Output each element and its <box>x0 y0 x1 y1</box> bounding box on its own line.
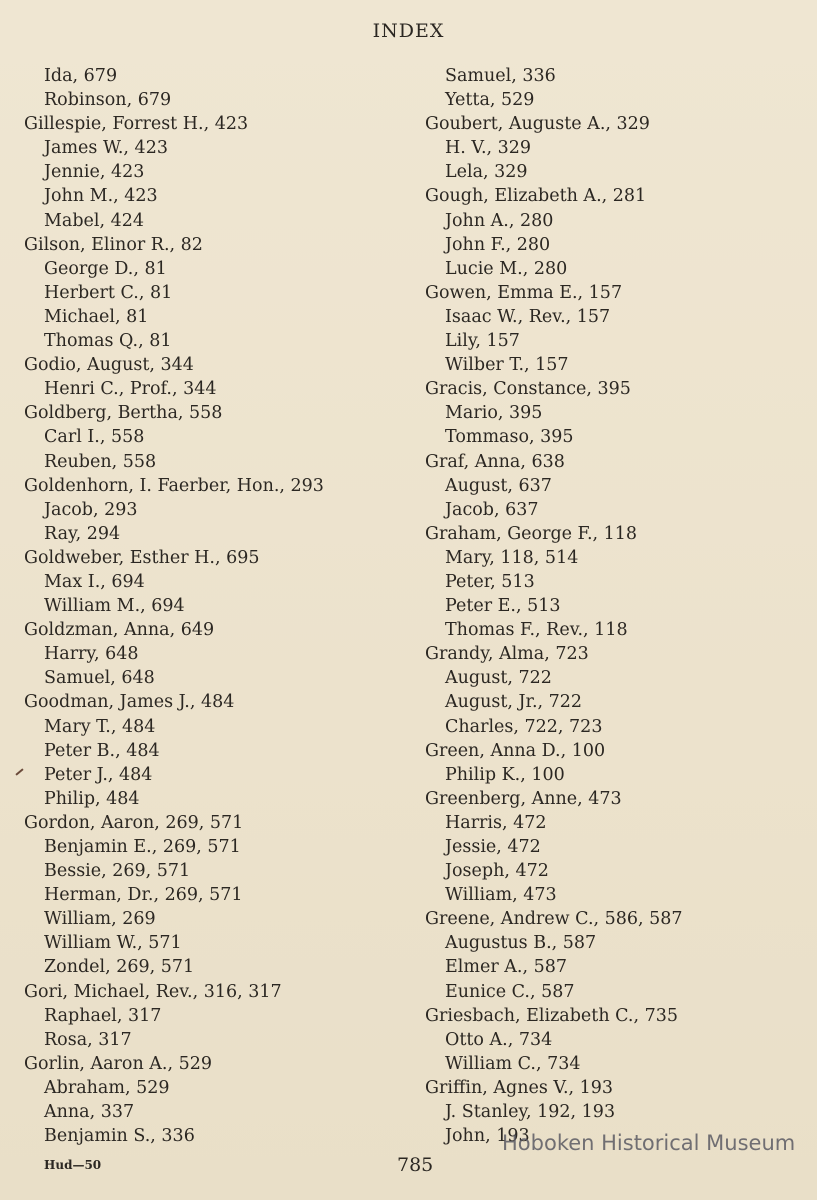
index-entry: Goldzman, Anna, 649 <box>24 620 215 641</box>
index-subentry: Isaac W., Rev., 157 <box>445 306 611 327</box>
index-entry: Greene, Andrew C., 586, 587 <box>425 909 683 930</box>
index-entry: Gough, Elizabeth A., 281 <box>425 186 647 207</box>
index-entry: Gillespie, Forrest H., 423 <box>24 114 249 135</box>
index-subentry: Tommaso, 395 <box>445 427 574 448</box>
index-subentry: Herman, Dr., 269, 571 <box>44 885 243 906</box>
index-subentry: Carl I., 558 <box>44 427 145 448</box>
page-header: INDEX <box>372 20 445 42</box>
index-subentry: Mabel, 424 <box>44 210 145 231</box>
index-subentry: Lily, 157 <box>445 331 520 352</box>
index-subentry: August, 722 <box>445 668 552 689</box>
index-subentry: Samuel, 336 <box>445 66 556 86</box>
index-subentry: John, 193 <box>445 1126 530 1147</box>
index-subentry: Max I., 694 <box>44 571 145 592</box>
index-entry: Gori, Michael, Rev., 316, 317 <box>24 981 282 1002</box>
index-subentry: Harry, 648 <box>44 644 139 665</box>
index-subentry: Jacob, 293 <box>44 499 138 520</box>
index-subentry: Elmer A., 587 <box>445 957 567 978</box>
index-subentry: Mario, 395 <box>445 403 543 424</box>
index-entry: Graham, George F., 118 <box>425 523 638 544</box>
index-subentry: Michael, 81 <box>44 306 149 327</box>
index-entry: Goldweber, Esther H., 695 <box>24 547 260 568</box>
museum-watermark: Hoboken Historical Museum <box>502 1131 796 1155</box>
index-subentry: Lucie M., 280 <box>445 258 568 279</box>
index-entry: Gordon, Aaron, 269, 571 <box>24 812 244 833</box>
index-subentry: John M., 423 <box>44 186 158 207</box>
index-entry: Green, Anna D., 100 <box>425 740 606 761</box>
index-subentry: Peter J., 484 <box>44 764 153 785</box>
index-subentry: William C., 734 <box>445 1053 581 1074</box>
index-subentry: Augustus B., 587 <box>445 933 597 954</box>
page-number: 785 <box>397 1154 434 1176</box>
index-subentry: Raphael, 317 <box>44 1005 162 1026</box>
index-subentry: Peter B., 484 <box>44 740 160 761</box>
index-subentry: Robinson, 679 <box>44 90 172 111</box>
index-subentry: Charles, 722, 723 <box>445 716 603 737</box>
index-subentry: Philip K., 100 <box>445 764 565 785</box>
index-subentry: Thomas Q., 81 <box>44 331 172 352</box>
index-subentry: Philip, 484 <box>44 788 140 809</box>
index-subentry: Joseph, 472 <box>445 861 549 882</box>
index-entry: Godio, August, 344 <box>24 355 194 376</box>
index-subentry: Rosa, 317 <box>44 1029 132 1050</box>
index-subentry: Jacob, 637 <box>445 499 539 520</box>
index-subentry: Harris, 472 <box>445 812 547 833</box>
index-entry: Graf, Anna, 638 <box>425 451 565 472</box>
index-subentry: John F., 280 <box>445 234 551 255</box>
index-entry: Griffin, Agnes V., 193 <box>425 1077 614 1098</box>
index-subentry: Zondel, 269, 571 <box>44 957 195 978</box>
index-subentry: Eunice C., 587 <box>445 981 575 1002</box>
index-entry: Goldberg, Bertha, 558 <box>24 403 223 424</box>
index-subentry: James W., 423 <box>44 138 168 159</box>
index-subentry: H. V., 329 <box>445 138 532 159</box>
signature-mark: Hud—50 <box>44 1158 102 1172</box>
index-subentry: Abraham, 529 <box>44 1077 170 1098</box>
index-entry: Goubert, Auguste A., 329 <box>425 114 650 135</box>
pencil-check-mark <box>15 768 23 775</box>
index-subentry: John A., 280 <box>445 210 554 231</box>
index-subentry: Samuel, 648 <box>44 668 155 689</box>
index-subentry: Ray, 294 <box>44 523 121 544</box>
index-subentry: Thomas F., Rev., 118 <box>445 620 628 641</box>
index-entry: Goodman, James J., 484 <box>24 692 235 713</box>
index-subentry: Benjamin S., 336 <box>44 1126 195 1147</box>
index-subentry: August, Jr., 722 <box>445 692 583 713</box>
index-entry: Grandy, Alma, 723 <box>425 644 589 665</box>
index-subentry: Anna, 337 <box>44 1102 135 1123</box>
index-subentry: Wilber T., 157 <box>445 355 569 376</box>
index-entry: Goldenhorn, I. Faerber, Hon., 293 <box>24 475 324 496</box>
index-subentry: Reuben, 558 <box>44 451 157 472</box>
index-subentry: Otto A., 734 <box>445 1029 553 1050</box>
index-subentry: Mary, 118, 514 <box>445 547 579 568</box>
index-subentry: Lela, 329 <box>445 162 528 183</box>
index-entry: Greenberg, Anne, 473 <box>425 788 622 809</box>
index-subentry: Jessie, 472 <box>445 837 541 857</box>
index-subentry: William M., 694 <box>44 596 185 617</box>
index-entry: Griesbach, Elizabeth C., 735 <box>425 1005 679 1026</box>
index-subentry: William, 269 <box>44 909 156 930</box>
index-entry: Gracis, Constance, 395 <box>425 379 631 400</box>
index-subentry: Yetta, 529 <box>445 90 535 111</box>
index-subentry: Jennie, 423 <box>44 162 145 183</box>
index-subentry: William W., 571 <box>44 933 182 954</box>
index-subentry: George D., 81 <box>44 258 167 279</box>
index-subentry: Benjamin E., 269, 571 <box>44 837 241 857</box>
index-entry: Gilson, Elinor R., 82 <box>24 234 203 255</box>
index-subentry: William, 473 <box>445 885 557 906</box>
right-index-column <box>425 64 815 1148</box>
index-subentry: Henri C., Prof., 344 <box>44 379 217 400</box>
index-subentry: Bessie, 269, 571 <box>44 861 191 882</box>
index-subentry: Peter E., 513 <box>445 596 561 617</box>
index-entry: Gowen, Emma E., 157 <box>425 282 623 303</box>
index-subentry: Herbert C., 81 <box>44 282 173 303</box>
left-index-column <box>24 64 414 1148</box>
index-subentry: J. Stanley, 192, 193 <box>445 1102 616 1123</box>
index-subentry: Mary T., 484 <box>44 716 156 737</box>
index-subentry: Peter, 513 <box>445 571 535 592</box>
index-entry: Gorlin, Aaron A., 529 <box>24 1053 213 1074</box>
index-subentry: Ida, 679 <box>44 66 118 86</box>
index-subentry: August, 637 <box>445 475 552 496</box>
